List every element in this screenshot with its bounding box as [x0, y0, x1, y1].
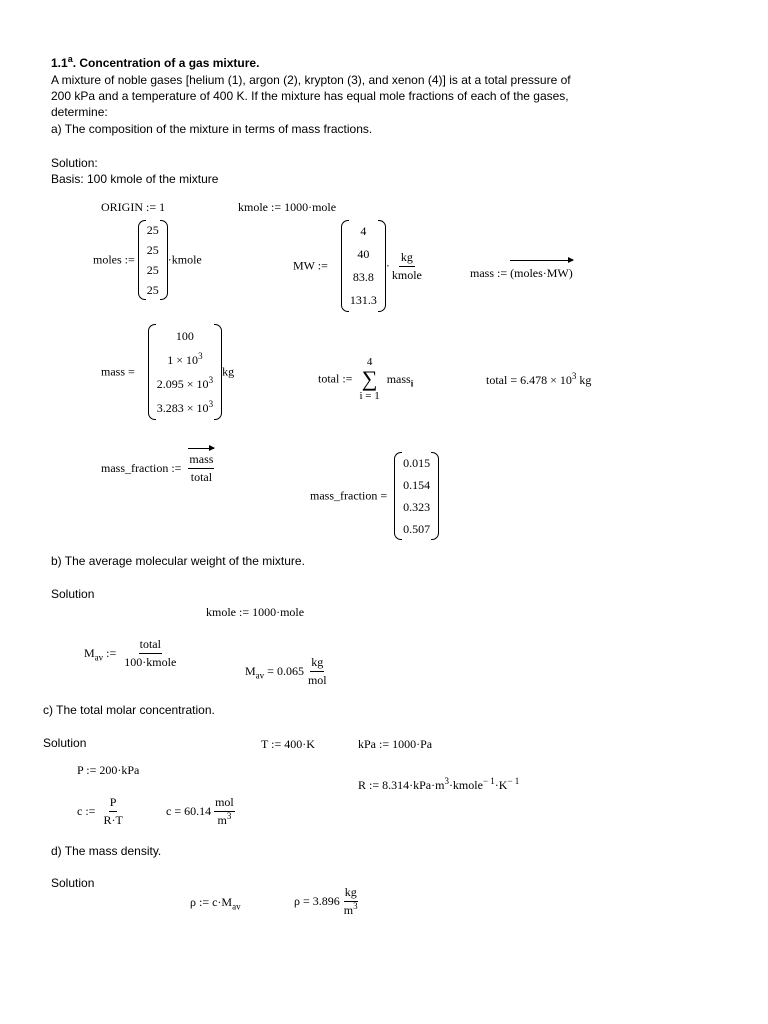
temperature-definition: T := 400·K [261, 737, 315, 751]
mw-unit-numerator: kg [399, 250, 415, 267]
part-a-basis: Basis: 100 kmole of the mixture [51, 172, 219, 186]
mav-definition [84, 637, 177, 670]
pressure-definition: P := 200·kPa [77, 763, 140, 777]
density-result [294, 885, 359, 918]
summation [359, 356, 379, 402]
c-def-label: c := [77, 804, 96, 818]
moles-definition [93, 220, 202, 300]
part-b-solution-label: Solution [51, 587, 95, 601]
total-def-label: total := [318, 371, 353, 386]
part-a-solution-label: Solution: [51, 156, 98, 170]
mav-symbol: $M_{av}$ := [84, 646, 117, 663]
problem-number: 1.1 [51, 56, 68, 70]
mass-unit: kg [222, 364, 235, 379]
rho-result-unit [343, 885, 359, 918]
mav-unit-numerator: kg [310, 655, 324, 672]
mf-matrix [394, 452, 439, 540]
concentration-definition [77, 795, 124, 828]
vectorize-arrow [188, 448, 214, 449]
part-b-kmole-definition: kmole := 1000·mole [206, 605, 305, 619]
c-numerator: P [109, 795, 118, 812]
mf-cell: 0.323 [403, 500, 431, 514]
c-fraction [102, 795, 123, 828]
moles-cell: 25 [146, 263, 159, 277]
mav-fraction [123, 637, 177, 670]
moles-cell: 25 [146, 223, 159, 237]
gas-constant-definition: R := $8.314\cdot kPa\cdot m^3\cdot kmole^{- 1}\cdot K^{- 1}$ [358, 776, 520, 792]
mw-definition: MW := 4 40 83.8 131.3 · $\frac{kg}{\text{kmole}}$ [293, 220, 424, 312]
mav-numerator: total [139, 637, 162, 654]
density-definition: ρ := $c\cdot M_{av}$ [190, 895, 241, 912]
sum-term: mass$_i$ [386, 371, 414, 388]
mass-cell: $2.095 \times 10^3$ [156, 375, 214, 391]
mass-def-expression [510, 266, 573, 281]
intro-line-2: 200 kPa and a temperature of 400 K. If the mixture has equal mole fractions of each of the gases, [51, 89, 569, 103]
moles-unit: ·kmole [167, 252, 202, 267]
part-c-solution-label: Solution [43, 736, 87, 750]
part-b-question: b) The average molecular weight of the mixture. [51, 554, 305, 568]
mass-result-label: mass = [101, 364, 135, 379]
mf-cell: 0.015 [403, 456, 431, 470]
mass-cell: $3.283 \times 10^3$ [156, 399, 214, 415]
mass-matrix [148, 324, 222, 420]
rho-unit-denominator: $m^3$ [343, 901, 358, 917]
mf-cell: 0.154 [403, 478, 431, 492]
mw-cell: 131.3 [349, 293, 377, 307]
mass-result [101, 324, 234, 420]
mf-result-label: mass_fraction = [310, 488, 388, 503]
mf-def-label: mass_fraction := [101, 461, 182, 475]
mass-def-expr: (moles·MW) [510, 266, 573, 280]
mw-cell: 4 [360, 224, 367, 238]
part-c-question: c) The total molar concentration. [43, 703, 215, 717]
concentration-result [166, 795, 235, 828]
rho-result-label: ρ = 3.896 [294, 894, 340, 908]
mav-result-unit [307, 655, 328, 688]
c-result-unit [214, 795, 235, 828]
mf-numerator: mass [189, 452, 214, 466]
mav-denominator: 100·kmole [124, 655, 177, 669]
c-unit-numerator: mol [214, 795, 235, 812]
part-d-solution-label: Solution [51, 876, 95, 890]
moles-label: moles := [93, 252, 135, 267]
mass-fraction-definition [101, 452, 214, 485]
problem-title [51, 56, 259, 70]
total-result: total = $6.478 \times 10^3$ kg [486, 371, 592, 387]
part-a-question: a) The composition of the mixture in terms of mass fractions. [51, 122, 373, 136]
part-d-question: d) The mass density. [51, 844, 162, 858]
kpa-definition: kPa := 1000·Pa [358, 737, 433, 751]
mav-unit-denominator: mol [307, 673, 327, 687]
sum-lower-limit: i = 1 [359, 390, 380, 402]
mass-fraction-result [310, 452, 439, 540]
moles-cell: 25 [146, 283, 159, 297]
mw-unit-denominator: kmole [391, 267, 422, 282]
mw-matrix [341, 220, 386, 312]
origin-definition: ORIGIN := 1 [101, 200, 166, 214]
mass-cell: 100 [175, 329, 194, 343]
sum-upper-limit: 4 [366, 356, 373, 368]
mass-definition [470, 266, 573, 281]
moles-matrix [138, 220, 168, 300]
mav-result: $M_{av} = 0.065$ $\frac{kg}{\text{mol}}$ [245, 655, 327, 687]
mw-cell: 83.8 [352, 270, 374, 284]
total-definition [318, 356, 413, 402]
intro-line-1: A mixture of noble gases [helium (1), argon (2), krypton (3), and xenon (4)] is at a total pressure of [51, 73, 571, 87]
mf-denominator: total [190, 470, 213, 484]
mw-label: MW := [293, 258, 328, 273]
mf-fraction [188, 452, 214, 485]
intro-line-3: determine: [51, 105, 108, 119]
mass-cell: $1 \times 10^3$ [167, 351, 203, 367]
c-unit-denominator: $m^3$ [217, 811, 232, 827]
problem-superscript: a [67, 54, 73, 64]
mw-unit [390, 250, 424, 283]
moles-cell: 25 [146, 243, 159, 257]
mass-def-label: mass := [470, 266, 508, 280]
c-denominator: R·T [103, 813, 123, 827]
vectorize-arrow [510, 260, 573, 261]
c-result-label: c = 60.14 [166, 804, 212, 818]
rho-unit-numerator: kg [344, 885, 358, 902]
mf-cell: 0.507 [403, 522, 431, 536]
kmole-definition: kmole := 1000·mole [238, 200, 337, 214]
mw-cell: 40 [357, 247, 370, 261]
problem-title-text: . Concentration of a gas mixture. [72, 56, 260, 70]
sigma-icon: ∑ [361, 366, 378, 391]
